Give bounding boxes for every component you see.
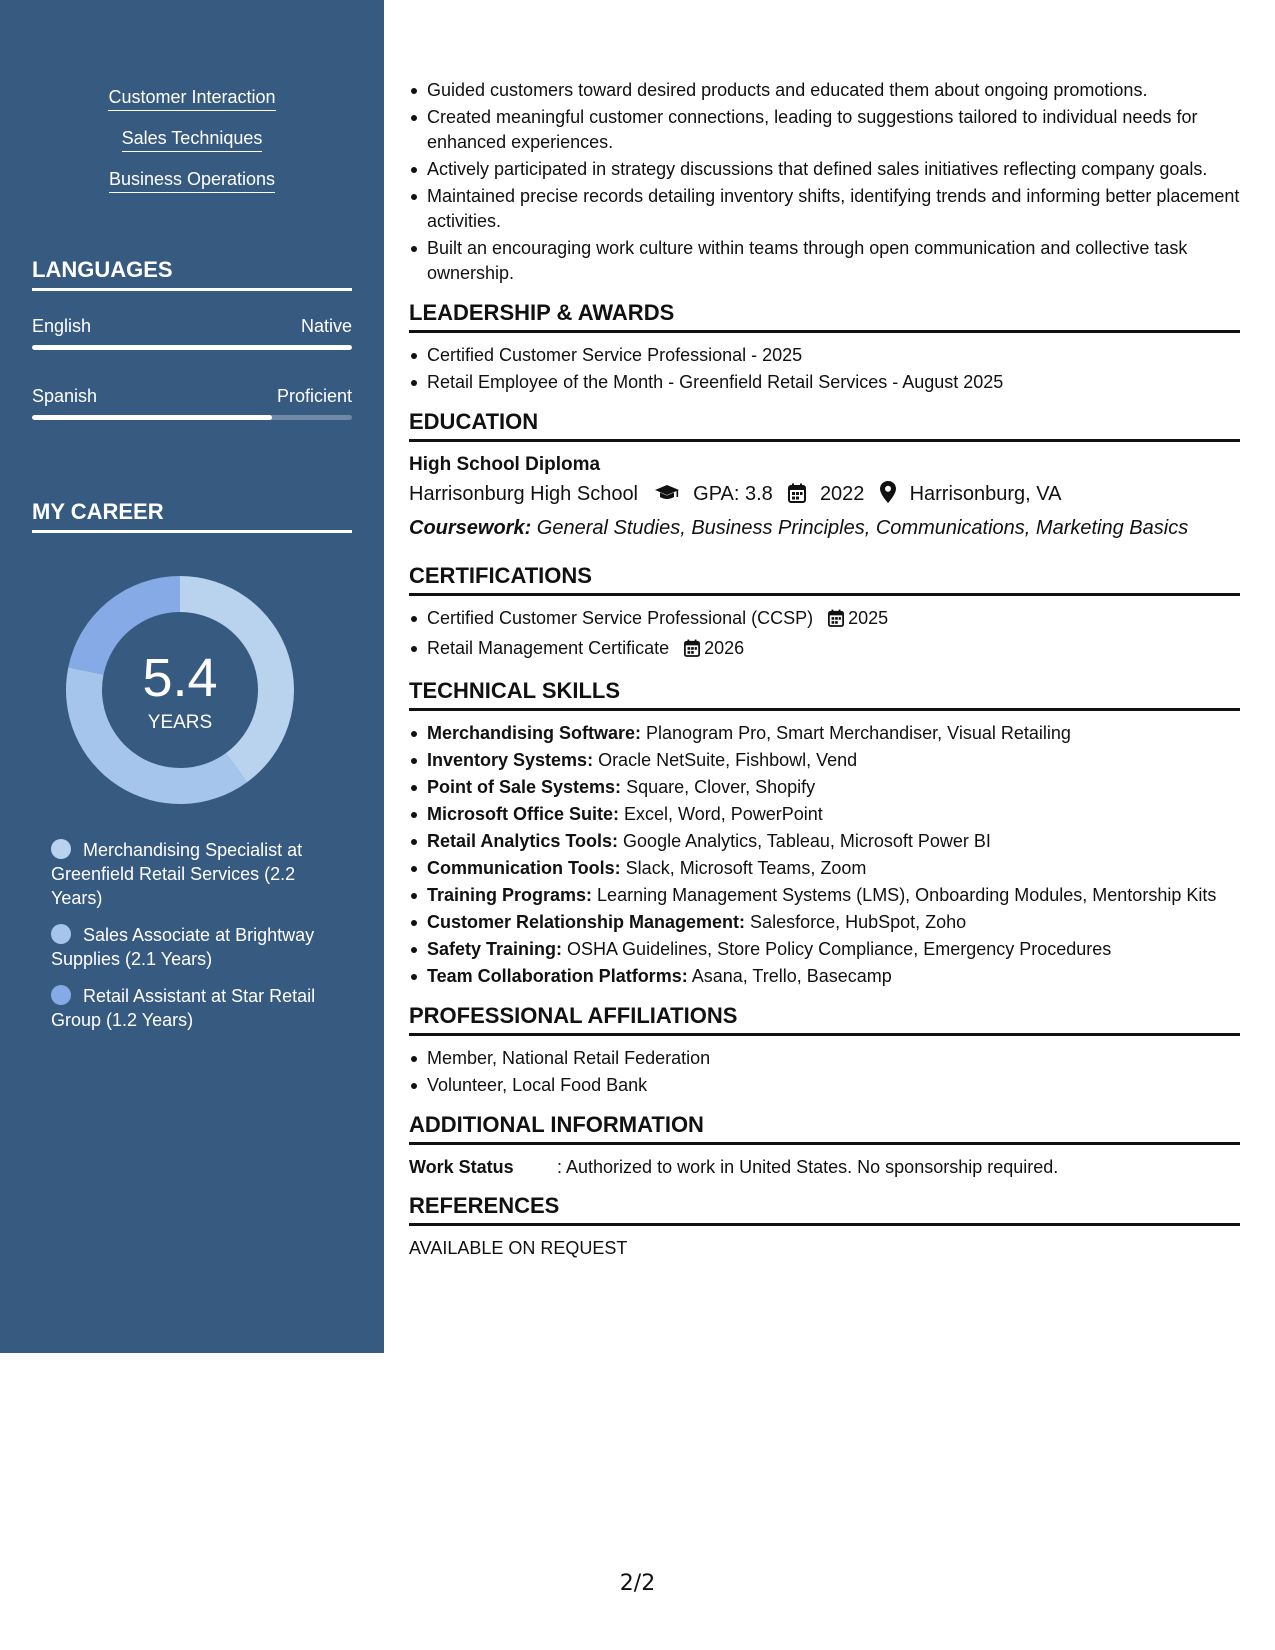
language-row-english: [32, 315, 352, 337]
skill-value: Google Analytics, Tableau, Microsoft Power BI: [618, 831, 991, 851]
career-item-text: Sales Associate at Brightway Supplies (2.1 Years): [51, 925, 315, 969]
certification-year: 2025: [848, 608, 889, 628]
skill-label: Team Collaboration Platforms:: [427, 966, 688, 986]
career-dot-icon: [51, 924, 71, 944]
skill-label: Inventory Systems:: [427, 750, 594, 770]
work-status-value: : Authorized to work in United States. No sponsorship required.: [557, 1157, 1059, 1177]
career-list: [51, 838, 341, 1045]
technical-skill-item: [427, 829, 1240, 854]
skill-label: Microsoft Office Suite:: [427, 804, 620, 824]
references-heading: REFERENCES: [409, 1193, 1240, 1226]
skill-value: Oracle NetSuite, Fishbowl, Vend: [593, 750, 858, 770]
skill-link-customer-interaction[interactable]: Customer Interaction: [108, 86, 275, 111]
career-dot-icon: [51, 985, 71, 1005]
experience-bullets: [409, 78, 1240, 286]
career-donut-chart: [66, 576, 294, 804]
language-bar-spanish: [32, 415, 352, 420]
language-bar-english: [32, 345, 352, 350]
certification-name: Certified Customer Service Professional (CCSP): [427, 608, 814, 628]
affiliations-list: [409, 1046, 1240, 1098]
skill-value: Salesforce, HubSpot, Zoho: [745, 912, 967, 932]
education-details: [409, 478, 1240, 513]
technical-skill-item: [427, 856, 1240, 881]
education-gpa: GPA: 3.8: [693, 483, 773, 505]
technical-skills-list: [409, 721, 1240, 989]
technical-skill-item: [427, 964, 1240, 989]
skill-link-business-operations[interactable]: Business Operations: [109, 168, 275, 193]
skill-label: Retail Analytics Tools:: [427, 831, 619, 851]
affiliations-heading: PROFESSIONAL AFFILIATIONS: [409, 1003, 1240, 1036]
technical-skill-item: [427, 721, 1240, 746]
leadership-list: [409, 343, 1240, 395]
skill-label: Point of Sale Systems:: [427, 777, 622, 797]
additional-info-heading: ADDITIONAL INFORMATION: [409, 1112, 1240, 1145]
education-year: 2022: [819, 483, 865, 505]
leadership-heading: LEADERSHIP & AWARDS: [409, 300, 1240, 333]
calendar-icon: [828, 609, 844, 634]
education-school: Harrisonburg High School: [409, 483, 639, 505]
career-item: [51, 984, 341, 1032]
coursework-label: Coursework:: [409, 517, 532, 539]
calendar-icon: [684, 639, 700, 664]
main-content: [409, 78, 1240, 1260]
certification-name: Retail Management Certificate: [427, 638, 670, 658]
skill-value: Asana, Trello, Basecamp: [687, 966, 892, 986]
skill-links: [0, 86, 384, 209]
coursework-value: General Studies, Business Principles, Communications, Marketing Basics: [531, 517, 1189, 539]
experience-bullet: Actively participated in strategy discussions that defined sales initiatives reflecting company goals.: [427, 157, 1240, 182]
skill-label: Merchandising Software:: [427, 723, 642, 743]
skill-value: Learning Management Systems (LMS), Onboarding Modules, Mentorship Kits: [592, 885, 1217, 905]
education-degree: High School Diploma: [409, 454, 601, 475]
career-donut-center: [66, 576, 294, 804]
certification-item: [427, 636, 1240, 664]
graduation-cap-icon: [654, 481, 680, 513]
technical-skill-item: [427, 937, 1240, 962]
certification-item: [427, 606, 1240, 634]
skill-value: Square, Clover, Shopify: [621, 777, 816, 797]
affiliation-item: Volunteer, Local Food Bank: [427, 1073, 1240, 1098]
language-name: English: [32, 316, 92, 336]
calendar-icon: [788, 481, 806, 513]
technical-skill-item: [427, 775, 1240, 800]
career-item: [51, 923, 341, 971]
language-level: Proficient: [276, 386, 352, 406]
experience-bullet: Maintained precise records detailing inventory shifts, identifying trends and informing better placement activities.: [427, 184, 1240, 234]
career-total-unit: YEARS: [147, 712, 213, 733]
skill-value: Excel, Word, PowerPoint: [619, 804, 823, 824]
career-item-text: Merchandising Specialist at Greenfield Retail Services (2.2 Years): [51, 840, 303, 908]
experience-bullet: Created meaningful customer connections, leading to suggestions tailored to individual needs for enhanced experiences.: [427, 105, 1240, 155]
experience-bullet: Guided customers toward desired products and educated them about ongoing promotions.: [427, 78, 1240, 103]
skill-value: Slack, Microsoft Teams, Zoom: [620, 858, 867, 878]
career-dot-icon: [51, 839, 71, 859]
leadership-item: Retail Employee of the Month - Greenfield Retail Services - August 2025: [427, 370, 1240, 395]
technical-skill-item: [427, 910, 1240, 935]
skill-link-sales-techniques[interactable]: Sales Techniques: [122, 127, 263, 152]
certifications-list: [409, 606, 1240, 664]
experience-bullet: Built an encouraging work culture within teams through open communication and collective task ownership.: [427, 236, 1240, 286]
languages-heading: LANGUAGES: [32, 257, 352, 291]
certification-year: 2026: [704, 638, 745, 658]
technical-skills-heading: TECHNICAL SKILLS: [409, 678, 1240, 711]
language-bar-fill: [32, 415, 272, 420]
language-bar-fill: [32, 345, 352, 350]
technical-skill-item: [427, 802, 1240, 827]
affiliation-item: Member, National Retail Federation: [427, 1046, 1240, 1071]
technical-skill-item: [427, 883, 1240, 908]
references-text: AVAILABLE ON REQUEST: [409, 1238, 628, 1258]
education-coursework: [409, 513, 1240, 543]
skill-label: Communication Tools:: [427, 858, 621, 878]
career-item: [51, 838, 341, 910]
language-row-spanish: [32, 385, 352, 407]
leadership-item: Certified Customer Service Professional - 2025: [427, 343, 1240, 368]
skill-value: OSHA Guidelines, Store Policy Compliance, Emergency Procedures: [562, 939, 1112, 959]
career-heading: MY CAREER: [32, 499, 352, 533]
skill-value: Planogram Pro, Smart Merchandiser, Visual Retailing: [641, 723, 1071, 743]
technical-skill-item: [427, 748, 1240, 773]
language-name: Spanish: [32, 386, 98, 406]
certifications-heading: CERTIFICATIONS: [409, 563, 1240, 596]
career-item-text: Retail Assistant at Star Retail Group (1.2 Years): [51, 986, 316, 1030]
map-pin-icon: [880, 481, 896, 513]
work-status-label: Work Status: [409, 1157, 514, 1177]
career-total-value: 5.4: [142, 648, 218, 708]
skill-label: Customer Relationship Management:: [427, 912, 746, 932]
work-status-row: [409, 1155, 1240, 1179]
skill-label: Safety Training:: [427, 939, 563, 959]
language-level: Native: [300, 316, 352, 336]
sidebar: [0, 0, 384, 1353]
skill-label: Training Programs:: [427, 885, 593, 905]
education-heading: EDUCATION: [409, 409, 1240, 442]
page-number: 2/2: [619, 1571, 656, 1596]
education-location: Harrisonburg, VA: [909, 483, 1062, 505]
